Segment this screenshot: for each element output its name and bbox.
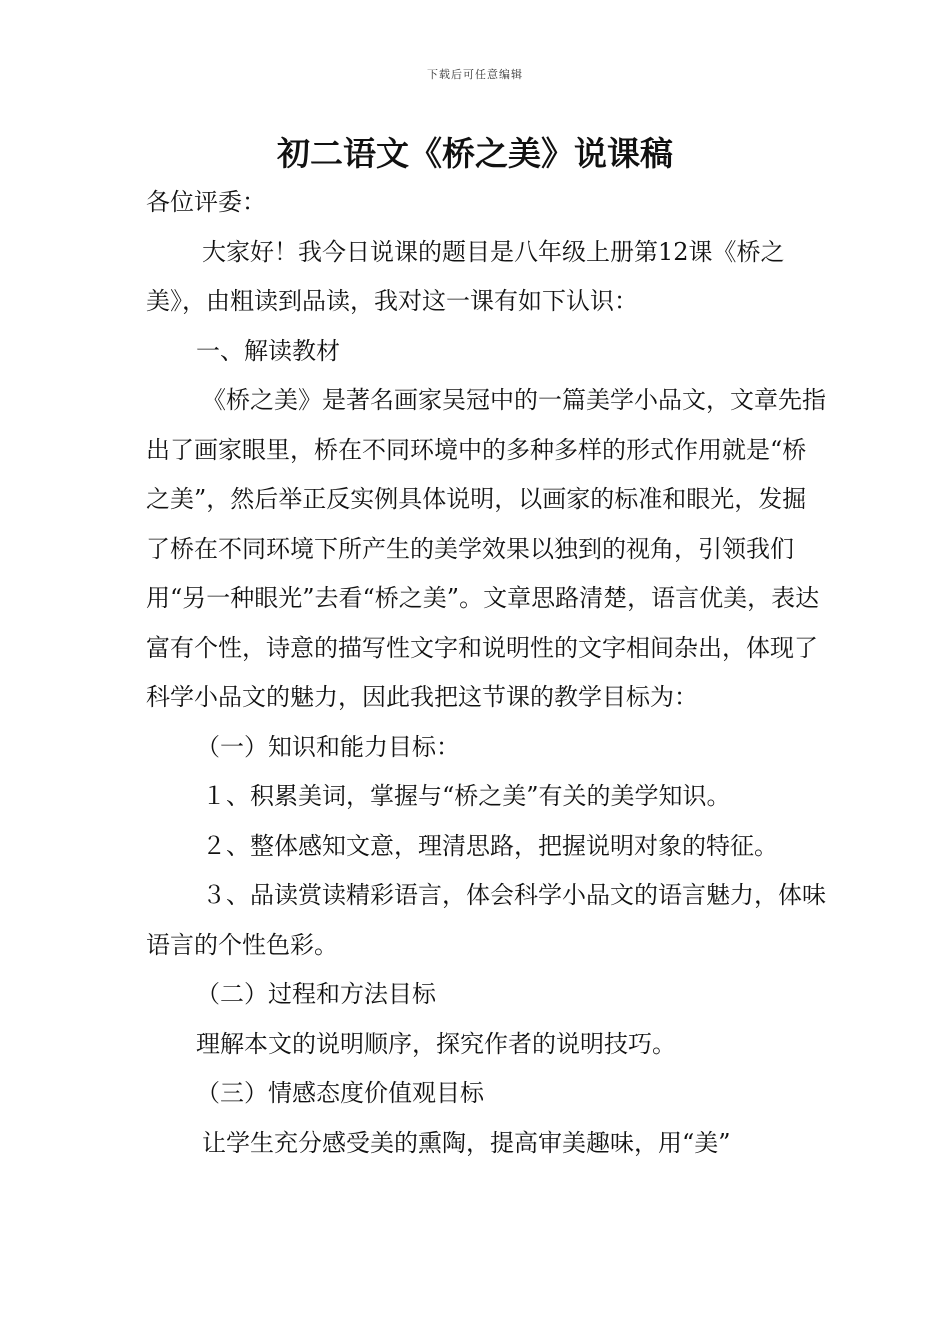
goal-item: １、积累美词，掌握与“桥之美”有关的美学知识。: [202, 782, 731, 810]
document-title: 初二语文《桥之美》说课稿: [277, 134, 673, 173]
goal-heading: （三）情感态度价值观目标: [196, 1079, 484, 1107]
goal-body: 理解本文的说明顺序，探究作者的说明技巧。: [196, 1029, 676, 1058]
analysis-paragraph: 《桥之美》是著名画家吴冠中的一篇美学小品文，文章先指出了画家眼里，桥在不同环境中的多种多样的形式作用就是“桥之美”，然后举正反实例具体说明，以画家的标准和眼光，发掘了桥在不同环境下所产生的美学效果以独到的视角，引领我们用“另一种眼光”去看“桥之美”。文章思路清楚，语言优美，表达富有个性，诗意的描写性文字和说明性的文字相间杂出，体现了科学小品文的魅力，因此我把这节课的教学目标为：: [146, 386, 826, 711]
intro-paragraph: 大家好！我今日说课的题目是八年级上册第12课《桥之美》，由粗读到品读，我对这一课有如下认识：: [146, 237, 785, 315]
header-note: 下载后可任意编辑: [427, 68, 523, 81]
salutation: 各位评委：: [146, 188, 266, 216]
goal-body: 让学生充分感受美的熏陶，提高审美趣味，用“美”: [202, 1128, 731, 1157]
goal-heading: （二）过程和方法目标: [196, 980, 436, 1008]
section-heading: 一、解读教材: [196, 336, 340, 365]
goal-item: ３、品读赏读精彩语言，体会科学小品文的语言魅力，体味语言的个性色彩。: [146, 881, 826, 959]
goal-item: ２、整体感知文意，理清思路，把握说明对象的特征。: [202, 831, 778, 860]
goal-heading: （一）知识和能力目标：: [196, 732, 460, 761]
document-body: [146, 178, 826, 1168]
